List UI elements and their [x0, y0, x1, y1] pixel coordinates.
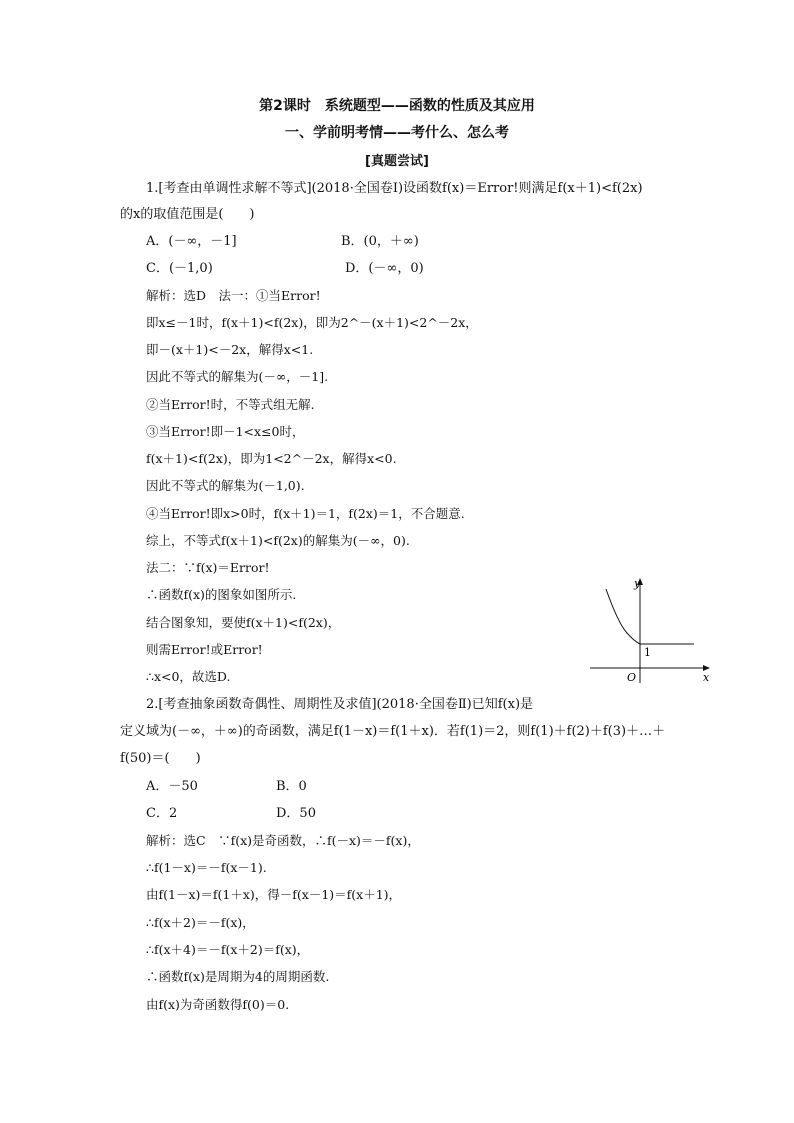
q1-solution-line: ∴函数f(x)的图象如图所示.	[146, 587, 297, 602]
q1-solution-line: 即x≤－1时，f(x＋1)<f(2x)，即为2^－(x＋1)<2^－2x，	[146, 315, 478, 330]
curve-left-branch	[606, 589, 640, 644]
q1-option-d: D．(－∞，0)	[345, 261, 424, 276]
q2-option-d: D．50	[276, 806, 316, 821]
q1-solution-line: 即－(x＋1)<－2x，解得x<1.	[146, 342, 314, 357]
q2-stem-line2: 定义域为(－∞，＋∞)的奇函数，满足f(1－x)＝f(1＋x)．若f(1)＝2，则f(1)＋f(2)＋f(3)＋…＋	[120, 724, 666, 739]
q1-solution-line: ③当Error!即－1<x≤0时，	[146, 424, 305, 439]
q2-solution-line: ∴f(x＋4)＝－f(x＋2)＝f(x)，	[146, 942, 310, 957]
q1-option-c: C．(－1,0)	[146, 261, 213, 276]
q1-stem-line2: 的x的取值范围是( )	[120, 207, 255, 222]
y-axis-label: y	[634, 577, 641, 590]
q1-solution-line: 因此不等式的解集为(－∞，－1].	[146, 369, 329, 384]
q2-solution-line: ∴函数f(x)是周期为4的周期函数.	[146, 969, 330, 984]
q1-solution-line: 法二：∵f(x)＝Error!	[146, 560, 270, 575]
q2-solution-line: 解析：选C ∵f(x)是奇函数，∴f(－x)＝－f(x)，	[146, 833, 420, 848]
origin-label: O	[627, 671, 637, 684]
q1-solution-line: 综上，不等式f(x＋1)<f(2x)的解集为(－∞，0).	[146, 533, 410, 548]
q2-solution-line: 由f(1－x)＝f(1＋x)，得－f(x－1)＝f(x＋1)，	[146, 887, 402, 902]
q2-solution-line: ∴f(1－x)＝－f(x－1).	[146, 860, 267, 875]
q1-option-a: A．(－∞，－1]	[146, 234, 237, 249]
q2-solution-line: ∴f(x＋2)＝－f(x)，	[146, 915, 255, 930]
q1-solution-line: ④当Error!即x>0时，f(x＋1)＝1，f(2x)＝1，不合题意.	[146, 506, 465, 521]
q1-solution-line: ②当Error!时，不等式组无解.	[146, 397, 315, 412]
q1-solution-line: 则需Error!或Error!	[146, 642, 263, 657]
function-graph	[590, 575, 712, 685]
section-tag: [真题尝试]	[365, 154, 429, 169]
q2-stem-line1: 2.[考查抽象函数奇偶性、周期性及求值](2018·全国卷Ⅱ)已知f(x)是	[146, 697, 534, 712]
q1-solution-line: 因此不等式的解集为(－1,0).	[146, 478, 305, 493]
q2-solution-line: 由f(x)为奇函数得f(0)＝0.	[146, 997, 290, 1012]
section-heading: 一、学前明考情——考什么、怎么考	[285, 125, 509, 141]
q1-stem-line1: 1.[考查由单调性求解不等式](2018·全国卷Ⅰ)设函数f(x)＝Error!则满足f(x＋1)<f(2x)	[146, 181, 643, 196]
q2-option-b: B．0	[276, 779, 307, 794]
value-one-label: 1	[644, 646, 651, 659]
q1-solution-line: 结合图象知，要使f(x＋1)<f(2x)，	[146, 615, 341, 630]
q1-solution-line: ∴x<0，故选D.	[146, 669, 231, 684]
x-axis-label: x	[703, 671, 710, 684]
page-title: 第2课时 系统题型——函数的性质及其应用	[259, 98, 535, 114]
q1-solution-line: f(x＋1)<f(2x)，即为1<2^－2x，解得x<0.	[146, 451, 397, 466]
q2-option-c: C．2	[146, 806, 178, 821]
q1-option-b: B．(0，＋∞)	[341, 234, 419, 249]
q2-option-a: A．－50	[146, 779, 198, 794]
q1-solution-line: 解析：选D 法一：①当Error!	[146, 288, 321, 303]
q2-stem-line3: f(50)＝( )	[120, 751, 201, 766]
